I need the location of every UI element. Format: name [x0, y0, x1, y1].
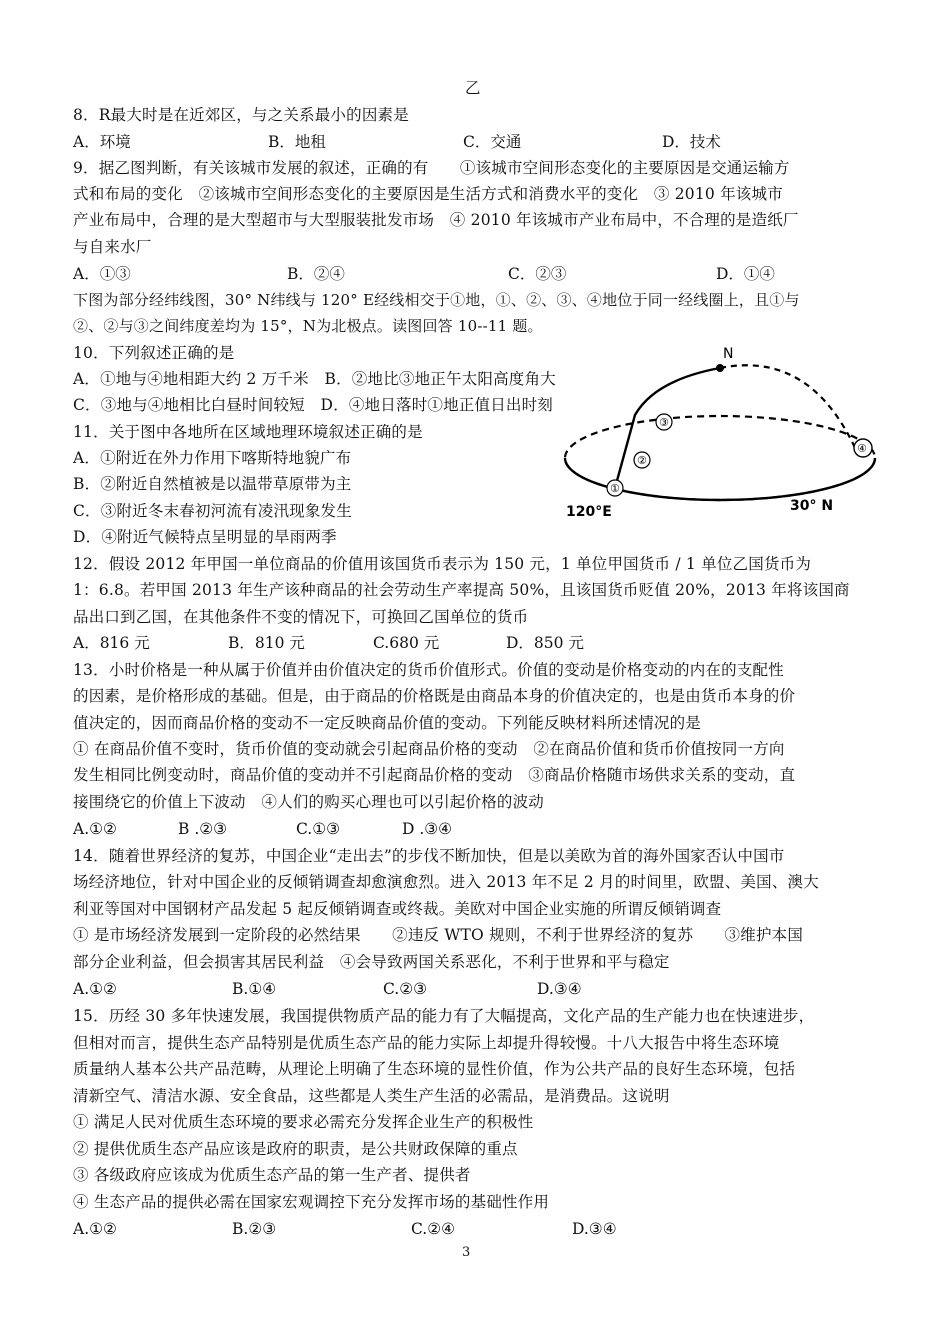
question-11-option-c: C．③附近冬末春初河流有凌汛现象发生	[73, 502, 352, 520]
question-15-statement-3: ③ 各级政府应该成为优质生态产品的第一生产者、提供者	[73, 1166, 471, 1184]
question-13-line-6: 接围绕它的价值上下波动 ④人们的购买心理也可以引起价格的波动	[73, 793, 545, 811]
page-number: 3	[462, 1245, 471, 1260]
question-13-line-2: 的因素，是价格形成的基础。但是，由于商品的价格既是由商品本身的价值决定的，也是由货币本身的价	[73, 687, 796, 705]
q14-option-a: A.①②	[73, 980, 117, 998]
q9-option-c: C．②③	[508, 265, 567, 283]
q13-option-b: B .②③	[178, 820, 228, 838]
q8-option-c: C．交通	[463, 133, 522, 151]
question-10-stem: 10．下列叙述正确的是	[73, 344, 235, 362]
q12-option-c: C.680 元	[373, 634, 440, 652]
question-9-line-1: 9．据乙图判断，有关该城市发展的叙述，正确的有 ①该城市空间形态变化的主要原因是交通运输方	[73, 159, 790, 177]
question-15-line-2: 但相对而言，提供生态产品特别是优质生态产品的能力实际上却提升得较慢。十八大报告中将生态环境	[73, 1034, 780, 1052]
q9-option-a: A．①③	[73, 265, 131, 283]
figure-intro-line-1: 下图为部分经纬线图，30° N纬线与 120° E经线相交于①地，①、②、③、④地位于同一经线圈上，且①与	[73, 291, 800, 309]
question-11-option-b: B．②附近自然植被是以温带草原带为主	[73, 475, 352, 493]
point-2-label: ②	[637, 454, 647, 467]
q12-option-a: A．816 元	[73, 634, 150, 652]
q12-option-d: D．850 元	[506, 634, 584, 652]
q15-option-b: B.②③	[232, 1220, 277, 1238]
q13-option-a: A.①②	[73, 820, 117, 838]
parallel-30n-label: 30° N	[790, 498, 834, 514]
question-9-line-4: 与自来水厂	[73, 238, 152, 256]
question-8-stem: 8．R最大时是在近郊区，与之关系最小的因素是	[73, 106, 409, 124]
question-14-line-4: ① 是市场经济发展到一定阶段的必然结果 ②违反 WTO 规则，不利于世界经济的复苏 ③维护本国	[73, 926, 804, 944]
figure-caption-yi: 乙	[465, 79, 481, 97]
question-15-statement-1: ① 满足人民对优质生态环境的要求必需充分发挥企业生产的积极性	[73, 1113, 534, 1131]
question-14-line-1: 14．随着世界经济的复苏，中国企业“走出去”的步伐不断加快，但是以美欧为首的海外国家否认中国市	[73, 847, 785, 865]
question-12-line-1: 12．假设 2012 年甲国一单位商品的价值用该国货币表示为 150 元，1 单位甲国货币 / 1 单位乙国货币为	[73, 555, 812, 573]
q12-option-b: B．810 元	[228, 634, 305, 652]
question-13-line-4: ① 在商品价值不变时，货币价值的变动就会引起商品价格的变动 ②在商品价值和货币价值按同一方向	[73, 740, 785, 758]
q8-option-d: D．技术	[662, 133, 721, 151]
question-9-line-3: 产业布局中，合理的是大型超市与大型服装批发市场 ④ 2010 年该城市产业布局中，不合理的是造纸厂	[73, 211, 799, 229]
question-11-option-d: D．④附近气候特点呈明显的旱雨两季	[73, 528, 337, 546]
north-pole-label: N	[723, 346, 734, 362]
q14-option-c: C.②③	[383, 980, 428, 998]
q13-option-d: D .③④	[402, 820, 453, 838]
point-4-label: ④	[857, 442, 867, 455]
question-10-options-cd: C．③地与④地相比白昼时间较短 D．④地日落时①地正值日出时刻	[73, 396, 553, 414]
question-14-line-5: 部分企业利益，但会损害其居民利益 ④会导致两国关系恶化，不利于世界和平与稳定	[73, 953, 670, 971]
figure-intro-line-2: ②、②与③之间纬度差均为 15°，N为北极点。读图回答 10--11 题。	[73, 317, 543, 335]
question-15-line-1: 15．历经 30 多年快速发展，我国提供物质产品的能力有了大幅提高，文化产品的生产能力也在快速进步，	[73, 1007, 815, 1025]
question-14-line-3: 利亚等国对中国钢材产品发起 5 起反倾销调查或终裁。美欧对中国企业实施的所谓反倾销调查	[73, 900, 722, 918]
question-14-line-2: 场经济地位，针对中国企业的反倾销调查却愈演愈烈。进入 2013 年不足 2 月的时间里，欧盟、美国、澳大	[73, 873, 819, 891]
question-11-option-a: A．①附近在外力作用下喀斯特地貌广布	[73, 449, 352, 467]
lat-long-figure	[560, 340, 890, 530]
q15-option-d: D.③④	[572, 1220, 617, 1238]
q9-option-b: B．②④	[287, 265, 345, 283]
point-1-label: ①	[610, 482, 620, 495]
meridian-dashed-arc	[720, 365, 856, 450]
q15-option-a: A.①②	[73, 1220, 117, 1238]
question-15-line-4: 清新空气、清洁水源、安全食品，这些都是人类生产生活的必需品，是消费品。这说明	[73, 1087, 670, 1105]
q8-option-a: A．环境	[73, 133, 131, 151]
question-15-line-3: 质量纳人基本公共产品范畴，从理论上明确了生态环境的显性价值，作为公共产品的良好生态环境，包括	[73, 1060, 796, 1078]
question-13-line-1: 13．小时价格是一种从属于价值并由价值决定的货币价值形式。价值的变动是价格变动的内在的支配性	[73, 661, 784, 679]
point-3-label: ③	[659, 416, 669, 429]
north-pole-point	[716, 364, 724, 372]
meridian-120e-label: 120°E	[566, 504, 612, 520]
question-11-stem: 11．关于图中各地所在区域地理环境叙述正确的是	[73, 423, 423, 441]
q8-option-b: B．地租	[268, 133, 326, 151]
question-12-line-2: 1：6.8。若甲国 2013 年生产该种商品的社会劳动生产率提高 50%，且该国货币贬值 20%，2013 年将该国商	[73, 581, 850, 599]
question-9-line-2: 式和布局的变化 ②该城市空间形态变化的主要原因是生活方式和消费水平的变化 ③ 2010 年该城市	[73, 185, 783, 203]
q15-option-c: C.②④	[411, 1220, 456, 1238]
question-10-options-ab: A．①地与④地相距大约 2 万千米 B．②地比③地正午太阳高度角大	[73, 370, 556, 388]
question-15-statement-2: ② 提供优质生态产品应该是政府的职责，是公共财政保障的重点	[73, 1140, 518, 1158]
q13-option-c: C.①③	[296, 820, 341, 838]
question-13-line-3: 值决定的，因而商品价格的变动不一定反映商品价值的变动。下列能反映材料所述情况的是	[73, 714, 702, 732]
q14-option-d: D.③④	[537, 980, 582, 998]
q14-option-b: B.①④	[232, 980, 277, 998]
question-12-line-3: 品出口到乙国，在其他条件不变的情况下，可换回乙国单位的货币	[73, 608, 529, 626]
question-13-line-5: 发生相同比例变动时，商品价值的变动并不引起商品价格的变动 ③商品价格随市场供求关系的变动，直	[73, 766, 796, 784]
question-15-statement-4: ④ 生态产品的提供必需在国家宏观调控下充分发挥市场的基础性作用	[73, 1193, 550, 1211]
q9-option-d: D．①④	[716, 265, 775, 283]
